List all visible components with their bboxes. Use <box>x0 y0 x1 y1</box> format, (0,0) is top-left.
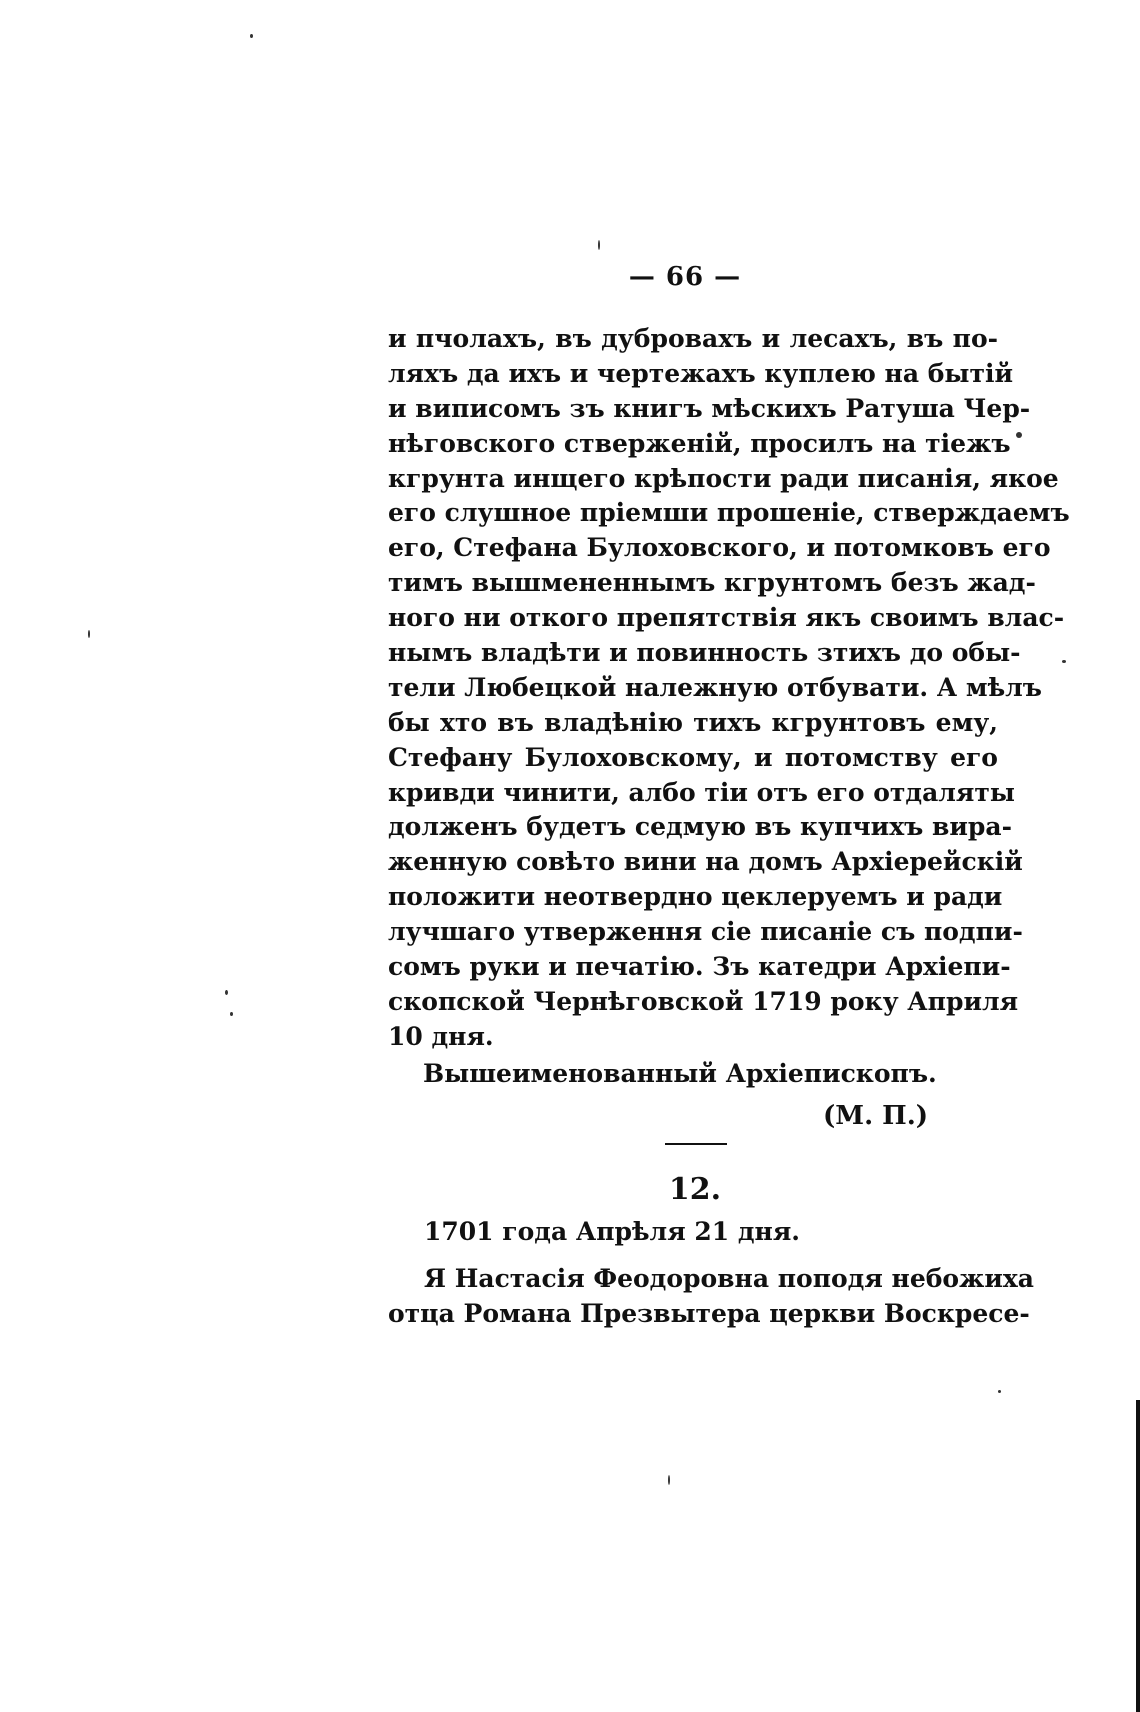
text-line: тимъ вышмененнымъ кгрунтомъ безъ жад- <box>388 568 1036 598</box>
scan-speck <box>230 1012 233 1016</box>
text-line: сомъ руки и печатію. Зъ катедри Архіепи- <box>388 952 1011 982</box>
seal-mark: (М. П.) <box>823 1101 929 1131</box>
scan-speck <box>250 34 253 38</box>
text-line: Стефану Булоховскому, и потомству его <box>388 742 998 772</box>
text-line: положити неотвердно цеклеруемъ и ради <box>388 882 1003 912</box>
text-line: нымъ владѣти и повинность зтихъ до обы- <box>388 638 1021 668</box>
text-line: кривди чинити, албо тіи отъ его отдаляты <box>388 777 1015 807</box>
scan-speck <box>88 630 90 638</box>
scan-speck <box>1062 660 1066 663</box>
text-line: ляхъ да ихъ и чертежахъ куплею на бытій <box>388 358 1014 388</box>
text-line: долженъ будетъ седмую въ купчихъ вира- <box>388 812 1012 842</box>
document-number: 12. <box>668 1172 722 1207</box>
text-line: 10 дня. <box>388 1021 494 1051</box>
text-line: его слушное пріемши прошеніе, стверждаемъ <box>388 498 1070 528</box>
scan-speck <box>225 990 228 995</box>
text-line: бы хто въ владѣнію тихъ кгрунтовъ ему, <box>388 707 998 737</box>
text-line: лучшаго утверження сіе писаніе съ подпи- <box>388 917 1023 947</box>
page-number: — 66 — <box>628 262 742 292</box>
text-line: Я Настасія Феодоровна поподя небожиха <box>424 1264 1034 1293</box>
text-line: отца Романа Презвытера церкви Воскресе- <box>388 1298 1030 1328</box>
text-line: нѣговского стверженій, просилъ на тіежъ <box>388 428 1011 458</box>
text-line: и виписомъ зъ книгъ мѣскихъ Ратуша Чер- <box>388 393 1031 423</box>
text-line: скопской Чернѣговской 1719 року Априля <box>388 986 1019 1016</box>
text-line: кгрунта инщего крѣпости ради писанія, якое <box>388 463 1059 493</box>
document-text <box>388 1262 1034 1332</box>
document-date: 1701 года Апрѣля 21 дня. <box>424 1217 800 1246</box>
scan-speck <box>1016 432 1022 438</box>
text-line: женную совѣто вини на домъ Архіерейскій <box>388 847 1023 877</box>
text-line: тели Любецкой належную отбувати. А мѣлъ <box>388 672 1042 702</box>
text-line: его, Стефана Булоховского, и потомковъ его <box>388 533 1051 563</box>
text-line: ного ни откого препятствія якъ своимъ влас- <box>388 603 1065 633</box>
signature-line: Вышеименованный Архіепископъ. <box>423 1059 937 1088</box>
body-text <box>388 322 1070 1055</box>
scan-speck <box>998 1390 1001 1393</box>
section-divider <box>665 1143 727 1145</box>
scan-speck <box>598 240 600 250</box>
scan-speck <box>668 1475 670 1485</box>
scan-edge <box>1136 1400 1140 1712</box>
text-line: и пчолахъ, въ дубровахъ и лесахъ, въ по- <box>388 324 998 353</box>
